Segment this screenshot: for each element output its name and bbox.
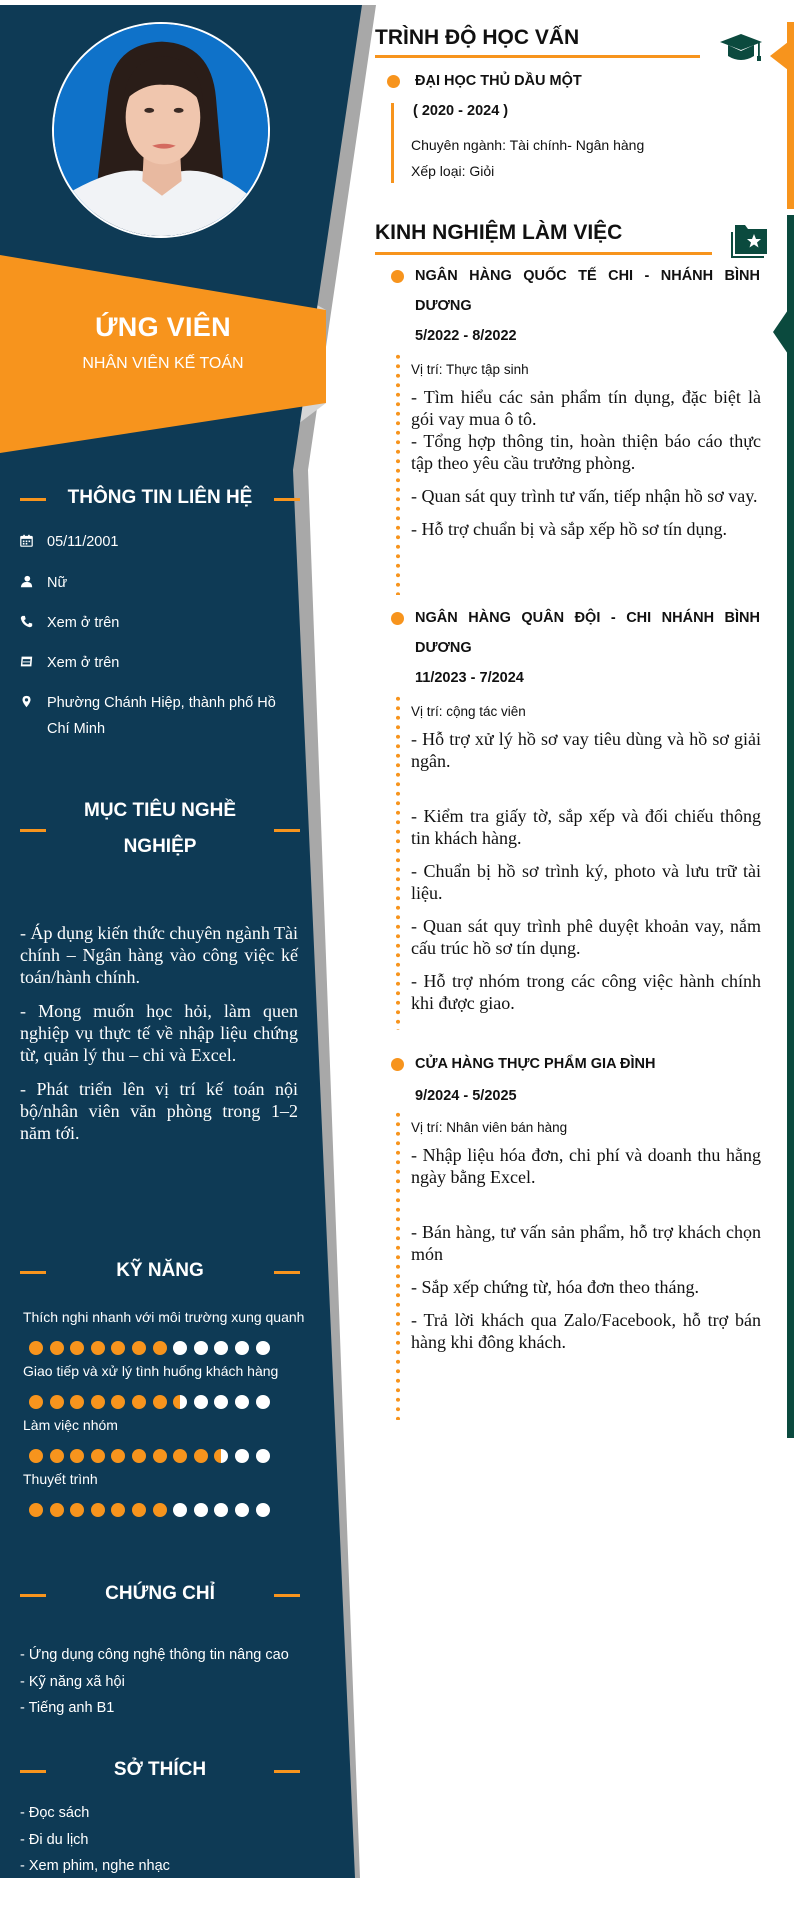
hobby-item: - Đọc sách (20, 1805, 90, 1821)
job-role: Vị trí: cộng tác viên (411, 704, 526, 719)
heading-bar-right (274, 1770, 300, 1773)
job-period: 11/2023 - 7/2024 (415, 670, 524, 686)
skill-dot (153, 1503, 167, 1517)
contact-address (20, 690, 290, 742)
skill-dot (235, 1395, 249, 1409)
green-pointer (773, 310, 788, 354)
skill-dot (214, 1503, 228, 1517)
skill-dot (194, 1503, 208, 1517)
objective-paragraph: - Phát triển lên vị trí kế toán nội bộ/nhân viên văn phòng trong 1–2 năm tới. (20, 1079, 298, 1143)
skill-rating (29, 1395, 270, 1409)
job-timeline-dots (396, 352, 400, 595)
contact-birthdate (20, 529, 290, 555)
job-bullet-text: - Tổng hợp thông tin, hoàn thiện báo cáo thực tập theo yêu cầu trưởng phòng. (411, 431, 761, 473)
skill-dot (194, 1341, 208, 1355)
graduation-cap-icon (720, 34, 764, 64)
education-grade: Xếp loại: Giỏi (411, 163, 495, 179)
contact-phone (20, 610, 290, 636)
skill-dot (214, 1395, 228, 1409)
job-bullet-text: - Sắp xếp chứng từ, hóa đơn theo tháng. (411, 1277, 699, 1297)
heading-bar-left (20, 1770, 46, 1773)
contact-gender-text: Nữ (47, 575, 68, 591)
job-company: NGÂN HÀNG QUÂN ĐỘI - CHI NHÁNH BÌNH DƯƠNG (415, 610, 760, 656)
education-years: ( 2020 - 2024 ) (413, 103, 509, 119)
hobby-item: - Xem phim, nghe nhạc (20, 1858, 170, 1874)
experience-heading: KINH NGHIỆM LÀM VIỆC (375, 221, 623, 244)
skill-dot (214, 1449, 228, 1463)
job-period: 9/2024 - 5/2025 (415, 1088, 517, 1104)
contact-email (20, 650, 290, 676)
job-company: CỬA HÀNG THỰC PHẨM GIA ĐÌNH (415, 1056, 656, 1072)
job-bullet (391, 1058, 404, 1071)
skill-rating (29, 1341, 270, 1355)
hobbies-heading-text: SỞ THÍCH (113, 1759, 207, 1780)
hobbies-heading (20, 1752, 300, 1788)
skill-dot (173, 1395, 187, 1409)
heading-bar-right (274, 498, 300, 501)
skills-heading (20, 1253, 300, 1289)
job-role: Vị trí: Thực tập sinh (411, 362, 529, 377)
skill-dot (50, 1449, 64, 1463)
skill-dot (29, 1341, 43, 1355)
skill-dot (153, 1395, 167, 1409)
heading-bar-right (274, 1594, 300, 1597)
skill-dot (256, 1503, 270, 1517)
skill-dot (70, 1395, 84, 1409)
skill-label: Làm việc nhóm (23, 1417, 118, 1433)
certificates-list (20, 1642, 289, 1722)
skill-rating (29, 1449, 270, 1463)
skill-dot (50, 1395, 64, 1409)
certificates-heading-text: CHỨNG CHỈ (105, 1583, 215, 1604)
skill-dot (29, 1503, 43, 1517)
candidate-name: ỨNG VIÊN (95, 312, 231, 342)
hobby-item: - Đi du lịch (20, 1831, 89, 1848)
job-bullet-text: - Kiểm tra giấy tờ, sắp xếp và đối chiếu thông tin khách hàng. (411, 806, 761, 848)
skill-dot (194, 1449, 208, 1463)
skill-dot (256, 1341, 270, 1355)
skill-dot (50, 1341, 64, 1355)
folder-star-icon (730, 222, 768, 259)
candidate-position: NHÂN VIÊN KẾ TOÁN (82, 355, 244, 372)
skill-label: Giao tiếp và xử lý tình huống khách hàng (23, 1363, 279, 1379)
certificate-item: - Ứng dụng công nghệ thông tin nâng cao (20, 1647, 289, 1663)
job-bullet-text: - Quan sát quy trình phê duyệt khoản vay, nắm cấu trúc hồ sơ tín dụng. (411, 916, 761, 958)
job-bullet-text: - Hỗ trợ xử lý hồ sơ vay tiêu dùng và hồ sơ giải ngân. (411, 729, 761, 771)
calendar-icon (20, 529, 47, 555)
phone-icon (20, 610, 47, 636)
skill-dot (70, 1341, 84, 1355)
skill-label: Thuyết trình (23, 1471, 98, 1487)
job-bullet-text: - Nhập liệu hóa đơn, chi phí và doanh thu hằng ngày bằng Excel. (411, 1145, 761, 1187)
education-heading: TRÌNH ĐỘ HỌC VẤN (375, 26, 580, 49)
job-period: 5/2022 - 8/2022 (415, 328, 517, 344)
job-bullet (391, 270, 404, 283)
user-icon (20, 570, 47, 596)
job-role: Vị trí: Nhân viên bán hàng (411, 1120, 568, 1135)
skill-dot (91, 1395, 105, 1409)
right-accent-bar-green (787, 215, 794, 1438)
skill-dot (111, 1395, 125, 1409)
skill-dot (132, 1341, 146, 1355)
skill-dot (29, 1449, 43, 1463)
job-bullets (411, 728, 761, 1025)
contact-phone-text: Xem ở trên (47, 615, 120, 631)
skill-dot (132, 1449, 146, 1463)
objective-heading-line2: NGHIỆP (123, 836, 197, 857)
objective-heading (20, 793, 300, 865)
skill-dot (235, 1503, 249, 1517)
job-bullet-text: - Quan sát quy trình tư vấn, tiếp nhận hồ sơ vay. (411, 486, 758, 506)
objective-paragraph: - Mong muốn học hỏi, làm quen nghiệp vụ thực tế về nhập liệu chứng từ, quản lý thu – chi và Excel. (20, 1001, 298, 1065)
heading-bar-left (20, 829, 46, 832)
skill-dot (91, 1503, 105, 1517)
contact-heading (20, 480, 300, 516)
skill-dot (91, 1449, 105, 1463)
skill-dot (235, 1341, 249, 1355)
hobbies-list (20, 1800, 170, 1880)
certificate-item: - Kỹ năng xã hội (20, 1673, 125, 1690)
certificates-heading (20, 1576, 300, 1612)
job-bullet-text: - Trả lời khách qua Zalo/Facebook, hỗ trợ bán hàng khi đông khách. (411, 1310, 761, 1352)
skill-rating (29, 1503, 270, 1517)
job-company: NGÂN HÀNG QUỐC TẾ CHI - NHÁNH BÌNH DƯƠNG (415, 268, 760, 314)
email-icon (20, 650, 47, 676)
job-bullet-text: - Hỗ trợ nhóm trong các công việc hành chính khi được giao. (411, 971, 761, 1013)
contact-gender (20, 570, 290, 596)
skill-dot (173, 1341, 187, 1355)
skill-dot (153, 1449, 167, 1463)
certificate-item: - Tiếng anh B1 (20, 1700, 115, 1716)
skill-dot (111, 1503, 125, 1517)
skill-dot (132, 1395, 146, 1409)
skill-dot (194, 1395, 208, 1409)
job-bullets (411, 386, 761, 551)
heading-bar-right (274, 1271, 300, 1274)
orange-pointer (770, 42, 788, 70)
contact-birthdate-text: 05/11/2001 (47, 534, 119, 550)
education-underline (375, 55, 700, 58)
job-bullet-text: - Bán hàng, tư vấn sản phẩm, hỗ trợ khách chọn món (411, 1222, 761, 1264)
objective-text (20, 922, 298, 1156)
skill-dot (256, 1395, 270, 1409)
heading-bar-left (20, 498, 46, 501)
skill-dot (132, 1503, 146, 1517)
education-major: Chuyên ngành: Tài chính- Ngân hàng (411, 137, 645, 153)
objective-heading-line1: MỤC TIÊU NGHỀ (84, 800, 236, 821)
right-accent-bar-orange (787, 22, 794, 209)
skill-label: Thích nghi nhanh với môi trường xung quanh (23, 1309, 305, 1325)
job-bullets (411, 1144, 761, 1364)
job-bullet-text: - Hỗ trợ chuẩn bị và sắp xếp hồ sơ tín dụng. (411, 519, 727, 539)
skill-dot (173, 1449, 187, 1463)
skill-dot (111, 1449, 125, 1463)
skill-dot (50, 1503, 64, 1517)
heading-bar-right (274, 829, 300, 832)
experience-underline (375, 252, 712, 255)
job-bullet-text: - Chuẩn bị hồ sơ trình ký, photo và lưu trữ tài liệu. (411, 861, 761, 903)
skill-dot (153, 1341, 167, 1355)
job-timeline-dots (396, 694, 400, 1030)
skill-dot (70, 1503, 84, 1517)
skill-dot (256, 1449, 270, 1463)
contact-email-text: Xem ở trên (47, 655, 120, 671)
education-bullet (387, 75, 400, 88)
skill-dot (214, 1341, 228, 1355)
objective-paragraph: - Áp dụng kiến thức chuyên ngành Tài chính – Ngân hàng vào công việc kế toán/hành chính. (20, 923, 298, 987)
skill-dot (173, 1503, 187, 1517)
job-timeline-dots (396, 1110, 400, 1420)
contact-address-text: Phường Chánh Hiệp, thành phố Hồ Chí Minh (47, 695, 276, 737)
skills-heading-text: KỸ NĂNG (116, 1260, 204, 1281)
skill-dot (111, 1341, 125, 1355)
job-bullet-text: - Tìm hiểu các sản phẩm tín dụng, đặc biệt là gói vay mua ô tô. (411, 387, 761, 429)
profile-photo (52, 22, 270, 238)
location-pin-icon (20, 690, 47, 742)
job-bullet (391, 612, 404, 625)
education-school: ĐẠI HỌC THỦ DẦU MỘT (415, 73, 582, 89)
skill-dot (235, 1449, 249, 1463)
skill-dot (29, 1395, 43, 1409)
heading-bar-left (20, 1594, 46, 1597)
skill-dot (70, 1449, 84, 1463)
education-timeline-line (391, 103, 394, 183)
contact-heading-text: THÔNG TIN LIÊN HỆ (67, 487, 253, 508)
skill-dot (91, 1341, 105, 1355)
heading-bar-left (20, 1271, 46, 1274)
